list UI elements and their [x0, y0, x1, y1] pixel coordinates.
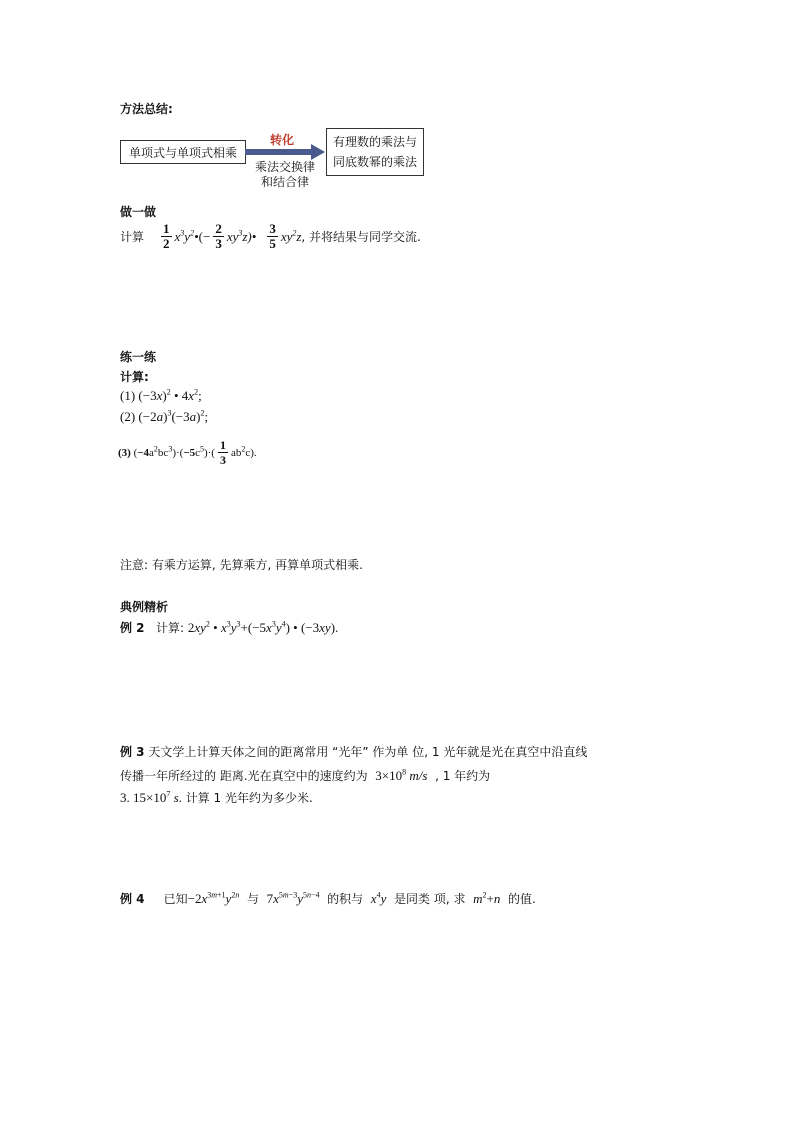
example-3-text-2a: 传播一年所经过的 距离.光在真空中的速度约为: [120, 769, 368, 783]
example-4: 例 4 已知$-2x^{3m+1}y^{2n}$ 与 $7x^{5m-3}y^{5n-4}$ 的积与 $x^4y$ 是同类 项, 求 $m^2+n$ 的值.: [120, 890, 536, 906]
fraction-1-3: $\frac{1}{3}$: [219, 438, 226, 467]
example-3-line-1: [120, 743, 587, 760]
method-arrow-caption-1: 乘法交换律: [255, 160, 316, 174]
example-2-label: 例 2: [120, 621, 145, 635]
method-arrow-caption: [255, 160, 315, 190]
example-4-text-d: 是同类 项, 求: [394, 892, 466, 906]
method-summary-heading: 方法总结:: [120, 102, 173, 116]
method-arrow-label: 转化: [270, 133, 295, 147]
method-right-box: [326, 128, 424, 176]
example-3-label: 例 3: [120, 745, 145, 759]
example-4-text-c: 的积与: [327, 892, 364, 906]
examples-heading: 典例精析: [120, 600, 169, 614]
example-4-label: 例 4: [120, 892, 145, 906]
try-it-prefix: 计算: [120, 230, 145, 244]
example-3-line-3: 3. $15\times 10^7$ s. 计算 1 光年约为多少米.: [120, 789, 313, 805]
note: 注意: 有乘方运算, 先算乘方, 再算单项式相乘.: [120, 558, 363, 572]
method-left-box: [120, 140, 246, 164]
practice-item-3-label: (3): [118, 446, 131, 459]
try-it-problem: 计算 $\frac{1}{2}$ $x^3y^2•$ (− $\frac{2}{3}$ $xy^3z)•$ $\frac{3}{5}$ $xy^2z$ , 并将结果与同学交流.: [120, 221, 421, 251]
method-left-box-label: 单项式与单项式相乘: [128, 145, 237, 160]
example-4-text-b: 与: [246, 892, 259, 906]
example-2-text: 计算:: [155, 621, 185, 635]
fraction-2-3: $\frac{2}{3}$: [215, 221, 222, 251]
method-arrow-caption-2: 和结合律: [261, 175, 310, 189]
example-3-text-2b: , 1 年约为: [435, 769, 491, 783]
method-arrow-icon: [245, 144, 325, 160]
practice-item-1-label: (1): [120, 388, 136, 403]
method-right-box-line-1: 有理数的乘法与: [332, 135, 417, 149]
fraction-1-2: $\frac{1}{2}$: [163, 221, 170, 251]
example-2: 例 2 计算: $2xy^2$ • $x^3y^3+(-5x^3y^4)$ • (−3xy).: [120, 619, 339, 635]
example-4-text-e: 的值.: [507, 892, 536, 906]
example-3-text-1: 天文学上计算天体之间的距离常用 “光年” 作为单 位, 1 光年就是光在真空中沿直线: [148, 745, 588, 759]
example-4-text-a: 已知: [163, 892, 188, 906]
method-right-box-line-2: 同底数幂的乘法: [332, 155, 417, 169]
practice-item-2-label: (2): [120, 409, 136, 424]
example-3-line-2: 传播一年所经过的 距离.光在真空中的速度约为 $3\times 10^8$ m/s , 1 年约为: [120, 767, 491, 783]
practice-item-3: (3) $(-4a^2bc^3)\cdot(-5c^5)\cdot$( $\frac{1}{3}$ $ab^2c$).: [118, 438, 257, 467]
practice-heading: 练一练: [120, 350, 157, 364]
fraction-3-5: $\frac{3}{5}$: [269, 221, 276, 251]
try-it-suffix: , 并将结果与同学交流.: [301, 230, 421, 244]
example-3-text-3: 计算 1 光年约为多少米.: [185, 791, 313, 805]
practice-item-1: (1) $(-3x)^2$ • $4x^2$;: [120, 387, 202, 403]
practice-item-2: (2) $(-2a)^3(-3a)^2$;: [120, 408, 209, 424]
practice-sub: 计算:: [120, 370, 149, 384]
try-it-heading: 做一做: [120, 205, 157, 219]
